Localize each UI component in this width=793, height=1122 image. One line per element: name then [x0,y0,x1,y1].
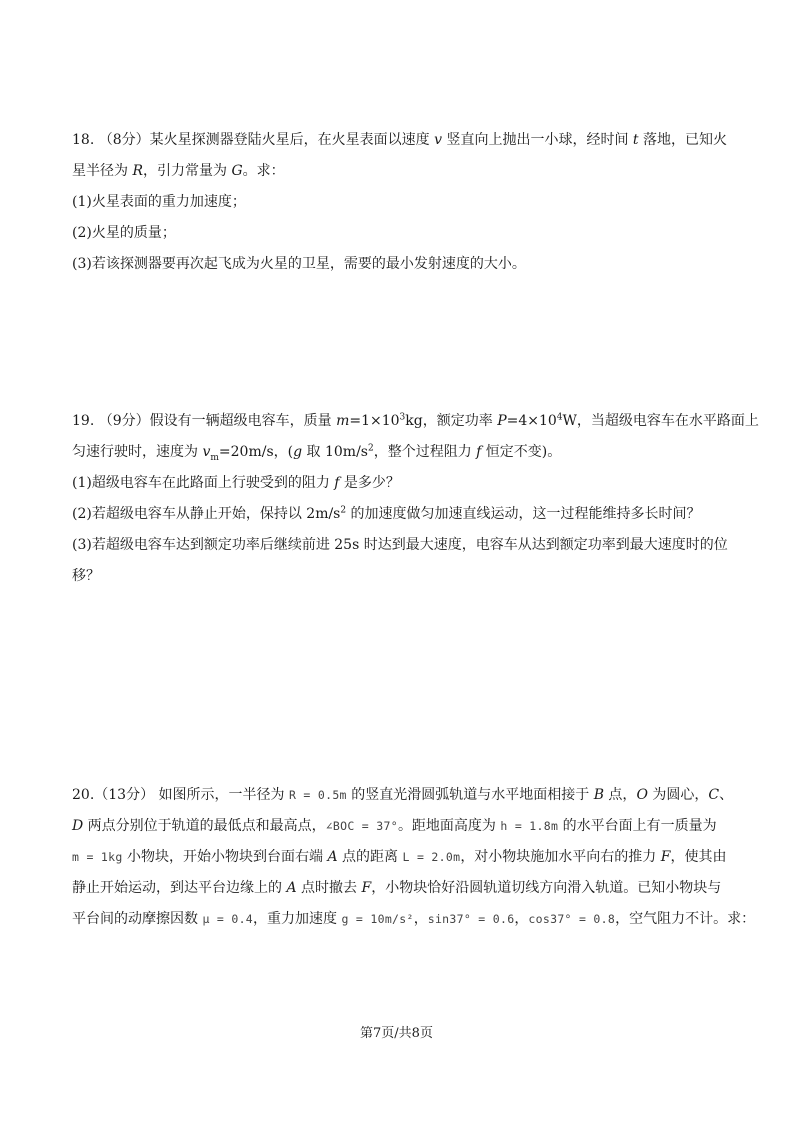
problem-20-line-2: D 两点分别位于轨道的最低点和最高点，∠BOC = 37°。距地面高度为 h = 1.8m 的水平台面上有一质量为 [72,818,717,834]
problem-20-line-5: 平台间的动摩擦因数 μ = 0.4，重力加速度 g = 10m/s²，sin37° = 0.6，cos37° = 0.8，空气阻力不计。求： [72,911,756,927]
problem-20 [72,780,756,935]
page-number: 第7页/共8页 [360,1026,433,1041]
problem-18-sub-3: (3)若该探测器要再次起飞成为火星的卫星，需要的最小发射速度的大小。 [72,256,526,272]
problem-19-line-2: 匀速行驶时，速度为 $v_m=20m/s$，(g 取 $10m/s^2$，整个过程阻力 f 恒定不变)。 [72,443,562,463]
problem-18-sub-1: (1)火星表面的重力加速度； [72,194,246,210]
problem-19-line-1: 19. （9分）假设有一辆超级电容车，质量 $m=1\times 10^3kg$，额定功率 $P=4\times 10^4W$，当超级电容车在水平路面上 [72,412,759,429]
problem-18-line-2: 星半径为 R，引力常量为 G。求： [72,163,285,179]
problem-18 [72,125,732,280]
problem-20-line-3: m = 1kg 小物块，开始小物块到台面右端 A 点的距离 L = 2.0m，对小物块施加水平向右的推力 F，使其由 [72,849,727,865]
problem-20-line-1: 20.（13分） 如图所示，一半径为 R = 0.5m 的竖直光滑圆弧轨道与水平地面相接于 B 点，O 为圆心，C、 [72,787,734,803]
problem-19 [72,406,759,592]
problem-19-sub-2: (2)若超级电容车从静止开始，保持以 $2m/s^2$ 的加速度做匀加速直线运动，这一过程能维持多长时间？ [72,505,701,522]
problem-20-line-4: 静止开始运动，到达平台边缘上的 A 点时撤去 F，小物块恰好沿圆轨道切线方向滑入轨道。已知小物块与 [72,880,722,896]
problem-18-line-1: 18. （8分）某火星探测器登陆火星后，在火星表面以速度 v 竖直向上抛出一小球，经时间 t 落地，已知火 [72,132,727,148]
problem-19-sub-3-cont: 移？ [72,568,100,584]
problem-19-sub-3: (3)若超级电容车达到额定功率后继续前进 25s 时达到最大速度，电容车从达到额定功率到最大速度时的位 [72,537,728,553]
problem-18-sub-2: (2)火星的质量； [72,225,176,241]
problem-19-sub-1: (1)超级电容车在此路面上行驶受到的阻力 f 是多少？ [72,475,400,491]
